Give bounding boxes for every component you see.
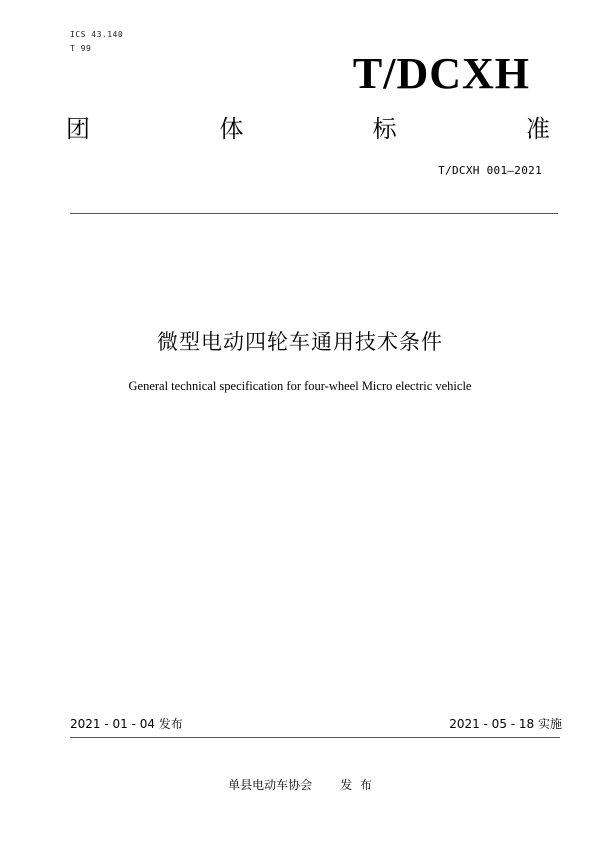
issue-date: 2021 - 01 - 04 发布 — [70, 717, 183, 731]
document-title-chinese: 微型电动四轮车通用技术条件 — [157, 330, 443, 354]
implementation-date: 2021 - 05 - 18 实施 — [449, 717, 562, 731]
standard-type-char: 团 — [66, 115, 90, 143]
standard-type-char: 体 — [219, 115, 244, 143]
organization-code: T/DCXH — [352, 49, 530, 98]
publish-label: 发 布 — [340, 778, 372, 792]
standard-type-char: 准 — [525, 115, 550, 143]
header-divider — [70, 213, 558, 214]
ics-code: ICS 43.140 — [70, 30, 124, 39]
document-title-english: General technical specification for four-wheel Micro electric vehicle — [128, 379, 472, 393]
classification-code: T 99 — [70, 44, 92, 53]
footer-divider — [70, 737, 560, 738]
standard-number: T/DCXH 001—2021 — [438, 164, 542, 177]
standard-type-char: 标 — [372, 115, 397, 143]
standard-type-heading — [66, 114, 550, 144]
publisher-name: 单县电动车协会 — [228, 778, 313, 792]
publisher-line — [0, 777, 600, 793]
